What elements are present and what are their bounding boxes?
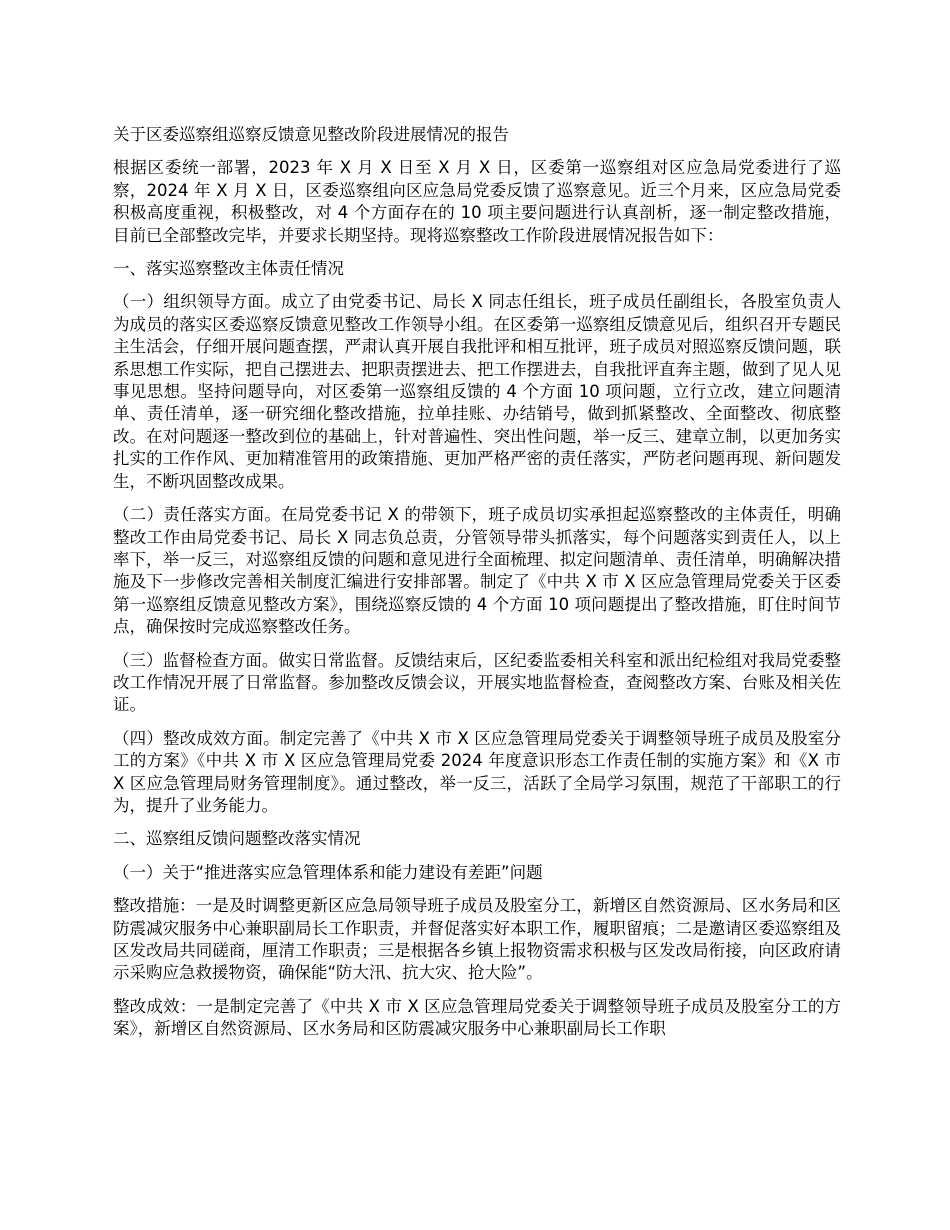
body-paragraph: （四）整改成效方面。制定完善了《中共 X 市 X 区应急管理局党委关于调整领导班子成员及股室分工的方案》《中共 X 市 X 区应急管理局党委 2024 年度意识形态工作责任制的实施方案》和《X 市 X 区应急管理局财务管理制度》。通过整改，举一反三，活跃了全局学习氛围，规范了干部职工的行为，提升了业务能力。 <box>113 728 841 815</box>
section-heading-2: 二、巡察组反馈问题整改落实情况 <box>113 829 361 849</box>
body-paragraph: （二）责任落实方面。在局党委书记 X 的带领下，班子成员切实承担起巡察整改的主体责任，明确整改工作由局党委书记、局长 X 同志负总责，分管领导带头抓落实，每个问题落实到责任人，以上率下，举一反三，对巡察组反馈的问题和意见进行全面梳理、拟定问题清单、责任清单，明确解决措施及下一步修改完善相关制度汇编进行安排部署。制定了《中共 X 市 X 区应急管理局党委关于区委第一巡察组反馈意见整改方案》，围绕巡察反馈的 4 个方面 10 项问题提出了整改措施，盯住时间节点，确保按时完成巡察整改任务。 <box>113 505 841 637</box>
document-title: 关于区委巡察组巡察反馈意见整改阶段进展情况的报告 <box>113 125 509 144</box>
intro-paragraph: 根据区委统一部署，2023 年 X 月 X 日至 X 月 X 日，区委第一巡察组对区应急局党委进行了巡察，2024 年 X 月 X 日，区委巡察组向区应急局党委反馈了巡察意见。近三个月来，区应急局党委积极高度重视，积极整改，对 4 个方面存在的 10 项主要问题进行认真剖析，逐一制定整改措施，目前已全部整改完毕，并要求长期坚持。现将巡察整改工作阶段进展情况报告如下： <box>113 158 841 245</box>
body-paragraph: （三）监督检查方面。做实日常监督。反馈结束后，区纪委监委相关科室和派出纪检组对我局党委整改工作情况开展了日常监督。参加整改反馈会议，开展实地监督检查，查阅整改方案、台账及相关佐证。 <box>113 650 841 715</box>
body-paragraph: 整改成效：一是制定完善了《中共 X 市 X 区应急管理局党委关于调整领导班子成员及股室分工的方案》，新增区自然资源局、区水务局和区防震减灾服务中心兼职副局长工作职 <box>113 996 841 1039</box>
subsection-heading: （一）关于“推进落实应急管理体系和能力建设有差距”问题 <box>113 862 543 882</box>
section-heading-1: 一、落实巡察整改主体责任情况 <box>113 259 344 279</box>
body-paragraph: 整改措施：一是及时调整更新区应急局领导班子成员及股室分工，新增区自然资源局、区水务局和区防震减灾服务中心兼职副局长工作职责，并督促落实好本职工作，履职留痕；二是邀请区委巡察组及区发改局共同磋商，厘清工作职责；三是根据各乡镇上报物资需求积极与区发改局衔接，向区政府请示采购应急救援物资，确保能“防大汛、抗大灾、抢大险”。 <box>113 896 841 983</box>
body-paragraph: （一）组织领导方面。成立了由党委书记、局长 X 同志任组长，班子成员任副组长，各股室负责人为成员的落实区委巡察反馈意见整改工作领导小组。在区委第一巡察组反馈意见后，组织召开专题民主生活会，仔细开展问题查摆，严肃认真开展自我批评和相互批评，班子成员对照巡察反馈问题，联系思想工作实际，把自己摆进去、把职责摆进去、把工作摆进去，自我批评直奔主题，做到了见人见事见思想。坚持问题导向，对区委第一巡察组反馈的 4 个方面 10 项问题，立行立改，建立问题清单、责任清单，逐一研究细化整改措施，拉单挂账、办结销号，做到抓紧整改、全面整改、彻底整改。在对问题逐一整改到位的基础上，针对普遍性、突出性问题，举一反三、建章立制，以更加务实扎实的工作作风、更加精准管用的政策措施、更加严格严密的责任落实，严防老问题再现、新问题发生，不断巩固整改成果。 <box>113 292 841 491</box>
document-page <box>113 124 841 1052</box>
